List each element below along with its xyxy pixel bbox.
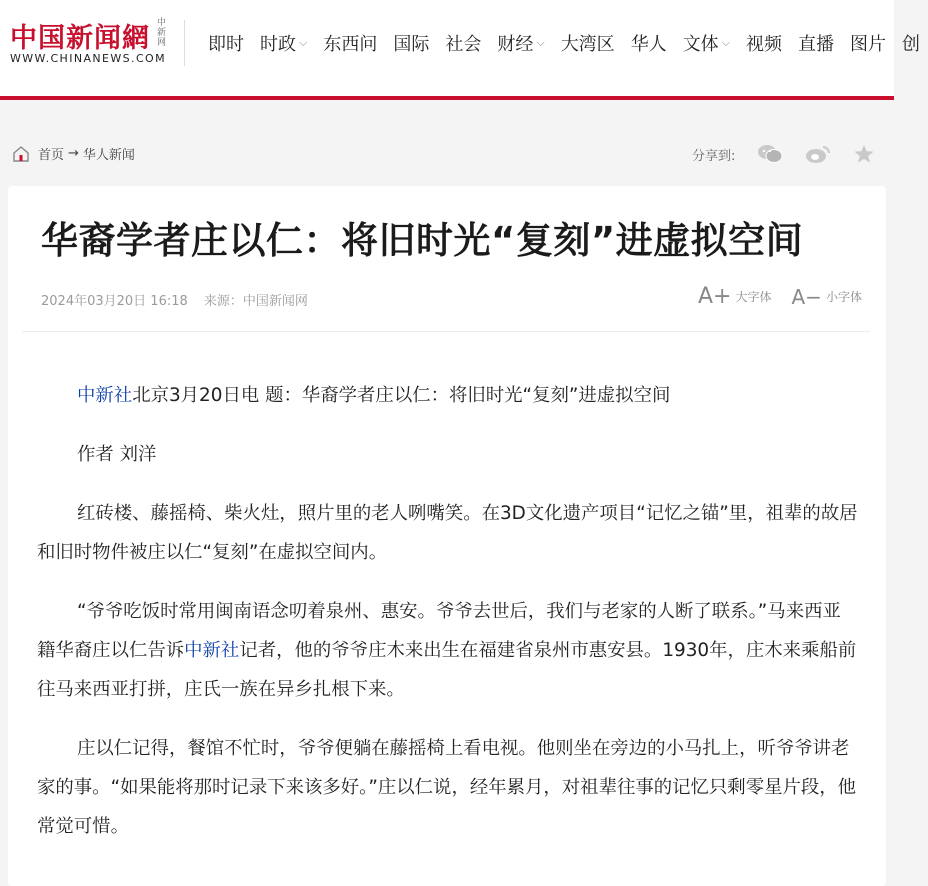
font-size-controls <box>698 284 862 309</box>
font-increase-icon[interactable]: A+ <box>698 284 732 309</box>
article-paragraph: 作者 刘洋 <box>77 444 157 465</box>
nav-item-shipin[interactable]: 视频 <box>746 34 783 55</box>
article-card <box>8 186 886 886</box>
font-large-label[interactable]: 大字体 <box>735 290 772 304</box>
nav-item-chuang[interactable]: 创 <box>902 34 921 55</box>
header-divider <box>184 20 185 66</box>
article-datetime: 2024年03月20日 16:18 <box>41 294 188 309</box>
font-small-label[interactable]: 小字体 <box>825 290 862 304</box>
chevron-down-icon: ⌵ <box>721 36 731 49</box>
breadcrumb-arrow: → <box>68 146 79 161</box>
nav-item-huaren[interactable]: 华人 <box>630 34 667 55</box>
title-separator <box>22 331 870 332</box>
nav-item-dawanqu[interactable]: 大湾区 <box>560 34 615 55</box>
breadcrumb <box>12 144 135 163</box>
home-icon[interactable] <box>12 145 30 163</box>
article-paragraph: “爷爷吃饭时常用闽南语念叨着泉州、惠安。爷爷去世后，我们与老家的人断了联系。”马来西亚籍华裔庄以仁告诉中新社记者，他的爷爷庄木来出生在福建省泉州市惠安县。1930年，庄木来乘船前往马来西亚打拼，庄氏一族在异乡扎根下来。 <box>37 601 857 700</box>
nav-item-wenti[interactable]: 文体 ⌵ <box>682 34 731 55</box>
font-decrease-icon[interactable]: A− <box>791 284 822 309</box>
logo-small-text: 中新网 <box>157 18 167 48</box>
nav-item-shehui[interactable]: 社会 <box>445 34 482 55</box>
article-title: 华裔学者庄以仁：将旧时光“复刻”进虚拟空间 <box>41 219 804 262</box>
article-meta <box>41 290 308 309</box>
article-paragraph: 庄以仁记得，餐馆不忙时，爷爷便躺在藤摇椅上看电视。他则坐在旁边的小马扎上，听爷爷讲老家的事。“如果能将那时记录下来该多好。”庄以仁说，经年累月，对祖辈往事的记忆只剩零星片段，他常觉可惜。 <box>37 738 857 837</box>
article-body <box>37 376 859 866</box>
logo-english: WWW.CHINANEWS.COM <box>10 52 166 65</box>
nav-item-shizheng[interactable]: 时政 ⌵ <box>260 34 308 55</box>
site-logo[interactable] <box>10 16 180 68</box>
nav-item-tupian[interactable]: 图片 <box>850 34 887 55</box>
nav-item-zhibo[interactable]: 直播 <box>798 34 835 55</box>
source-link[interactable]: 中新社 <box>184 640 240 661</box>
article-source: 来源：中国新闻网 <box>203 294 308 309</box>
chevron-down-icon: ⌵ <box>536 36 545 49</box>
main-nav <box>200 30 928 56</box>
wechat-icon[interactable] <box>757 144 783 164</box>
chevron-down-icon: ⌵ <box>299 36 308 49</box>
nav-item-jishi[interactable]: 即时 <box>208 34 244 55</box>
nav-item-guoji[interactable]: 国际 <box>393 34 430 55</box>
nav-item-caijing[interactable]: 财经 ⌵ <box>497 34 545 55</box>
share-bar <box>692 144 875 164</box>
weibo-icon[interactable] <box>805 144 831 164</box>
logo-chinese: 中国新闻網 <box>10 23 150 54</box>
share-label: 分享到: <box>692 148 736 164</box>
source-link[interactable]: 中新社 <box>77 385 133 406</box>
nav-item-dongxiwen[interactable]: 东西问 <box>323 34 378 55</box>
article-paragraph: 红砖楼、藤摇椅、柴火灶，照片里的老人咧嘴笑。在3D文化遗产项目“记忆之锚”里，祖辈的故居和旧时物件被庄以仁“复刻”在虚拟空间内。 <box>37 503 858 563</box>
article-paragraph: 中新社北京3月20日电 题：华裔学者庄以仁：将旧时光“复刻”进虚拟空间 <box>77 385 671 406</box>
site-header <box>0 0 921 96</box>
breadcrumb-home[interactable]: 首页 <box>38 148 65 163</box>
header-red-line <box>0 96 894 100</box>
breadcrumb-current[interactable]: 华人新闻 <box>82 148 135 163</box>
star-icon[interactable] <box>853 144 875 164</box>
